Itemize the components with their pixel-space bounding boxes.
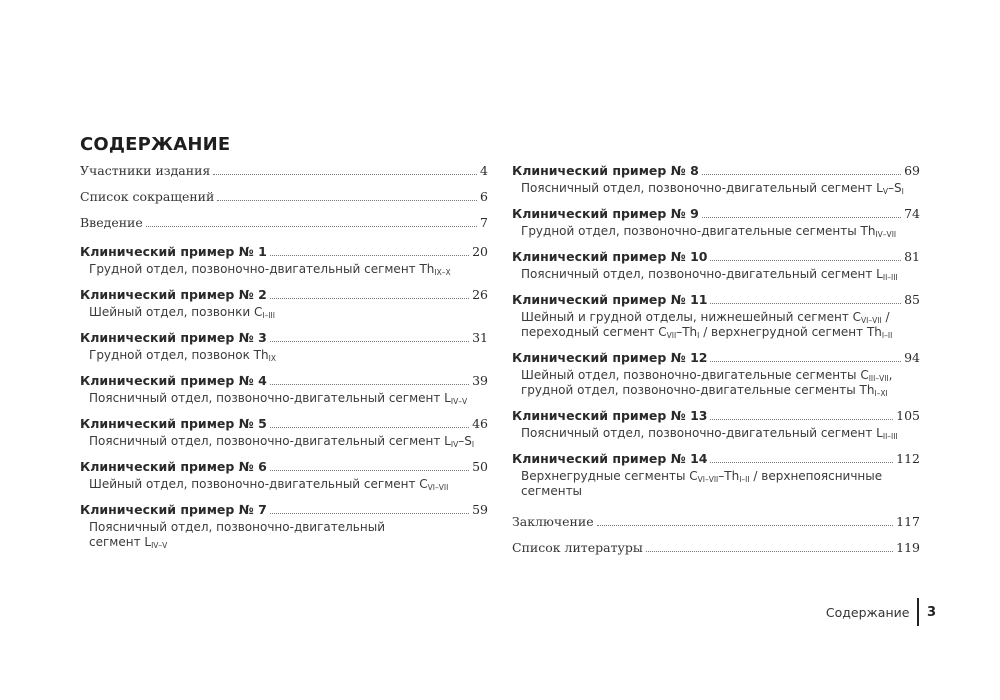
toc-label: Участники издания xyxy=(80,163,211,178)
toc-page: 117 xyxy=(896,514,920,529)
case-description: Поясничный отдел, позвоночно-двигательный сегмент $L_{IV-V}$ xyxy=(89,391,468,406)
toc-page: 59 xyxy=(472,502,488,517)
toc-page: 50 xyxy=(472,459,488,474)
leader-dots xyxy=(702,174,901,175)
leader-dots xyxy=(710,361,901,362)
toc-page: 6 xyxy=(480,189,488,204)
case-title: Клинический пример № 13 xyxy=(512,408,708,423)
footer-section-title: Содержание xyxy=(825,604,910,620)
case-title: Клинический пример № 1 xyxy=(80,244,267,259)
toc-entry-case-12[interactable] xyxy=(512,349,920,398)
leader-dots xyxy=(710,419,893,420)
toc-entry-references[interactable] xyxy=(512,539,920,556)
case-title: Клинический пример № 12 xyxy=(512,350,708,365)
case-title: Клинический пример № 2 xyxy=(80,287,267,302)
case-title: Клинический пример № 7 xyxy=(80,502,267,517)
toc-label: Список сокращений xyxy=(80,189,215,204)
toc-entry-case-13[interactable] xyxy=(512,407,920,441)
leader-dots xyxy=(146,226,477,227)
toc-entry-case-5[interactable] xyxy=(80,415,488,449)
case-description: Поясничный отдел, позвоночно-двигательный сегмент $L_{IV}-S_I$ xyxy=(89,434,475,449)
case-description: Поясничный отдел, позвоночно-двигательный сегмент $L_{II-III}$ xyxy=(521,426,898,441)
toc-page: 39 xyxy=(472,373,488,388)
case-description: Поясничный отдел, позвоночно-двигательный сегмент $L_V-S_I$ xyxy=(521,181,904,196)
toc-entry-case-2[interactable] xyxy=(80,286,488,320)
toc-label: Введение xyxy=(80,215,143,230)
toc-page: 74 xyxy=(904,206,920,221)
toc-page: 81 xyxy=(904,249,920,264)
case-description: Поясничный отдел, позвоночно-двигательный сегмент $L_{IV-V}$ xyxy=(89,520,385,550)
case-description: Верхнегрудные сегменты $C_{VI-VII}-Th_{I-II}$ / верхнепоясничные сегменты xyxy=(521,469,883,498)
toc-entry-case-8[interactable] xyxy=(512,162,920,196)
case-description: Грудной отдел, позвоночно-двигательный сегмент $Th_{IX-X}$ xyxy=(89,262,451,277)
leader-dots xyxy=(213,174,477,175)
toc-page: 112 xyxy=(896,451,920,466)
toc-entry-conclusion[interactable] xyxy=(512,513,920,530)
toc-page: 4 xyxy=(480,163,488,178)
case-title: Клинический пример № 14 xyxy=(512,451,708,466)
toc-entry-case-14[interactable] xyxy=(512,450,920,499)
toc-column-left xyxy=(80,162,488,559)
leader-dots xyxy=(270,427,469,428)
toc-page: 20 xyxy=(472,244,488,259)
case-description: Шейный отдел, позвоночно-двигательный сегмент $C_{VI-VII}$ xyxy=(89,477,449,492)
toc-page: 94 xyxy=(904,350,920,365)
case-description: Поясничный отдел, позвоночно-двигательный сегмент $L_{II-III}$ xyxy=(521,267,898,282)
case-description: Грудной отдел, позвонок $Th_{IX}$ xyxy=(89,348,276,363)
leader-dots xyxy=(597,525,894,526)
leader-dots xyxy=(270,341,469,342)
toc-column-right xyxy=(512,162,920,565)
toc-entry-case-4[interactable] xyxy=(80,372,488,406)
toc-page: 105 xyxy=(896,408,920,423)
leader-dots xyxy=(270,470,469,471)
leader-dots xyxy=(270,513,469,514)
case-description: Шейный отдел, позвонки $C_{I-III}$ xyxy=(89,305,275,320)
toc-entry-introduction[interactable] xyxy=(80,214,488,231)
toc-entry-case-9[interactable] xyxy=(512,205,920,239)
toc-page: 7 xyxy=(480,215,488,230)
leader-dots xyxy=(646,551,893,552)
leader-dots xyxy=(270,384,469,385)
toc-page: 69 xyxy=(904,163,920,178)
leader-dots xyxy=(270,255,469,256)
leader-dots xyxy=(710,462,893,463)
toc-page: 31 xyxy=(472,330,488,345)
toc-label: Список литературы xyxy=(512,540,643,555)
toc-page: 119 xyxy=(896,540,920,555)
toc-page: 26 xyxy=(472,287,488,302)
leader-dots xyxy=(217,200,477,201)
case-description: Шейный и грудной отделы, нижнешейный сегмент $C_{VI-VII}$ / переходный сегмент $C_{VII}-Th_I$ / верхнегрудной сегмент $Th_{I-II}$ xyxy=(521,310,893,340)
case-title: Клинический пример № 8 xyxy=(512,163,699,178)
case-title: Клинический пример № 6 xyxy=(80,459,267,474)
toc-entry-contributors[interactable] xyxy=(80,162,488,179)
toc-page: 85 xyxy=(904,292,920,307)
toc-entry-case-1[interactable] xyxy=(80,243,488,277)
page-number: 3 xyxy=(926,604,936,620)
toc-entry-abbreviations[interactable] xyxy=(80,188,488,205)
toc-entry-case-11[interactable] xyxy=(512,291,920,340)
case-title: Клинический пример № 3 xyxy=(80,330,267,345)
case-title: Клинический пример № 5 xyxy=(80,416,267,431)
leader-dots xyxy=(270,298,469,299)
case-title: Клинический пример № 11 xyxy=(512,292,708,307)
case-title: Клинический пример № 10 xyxy=(512,249,708,264)
toc-entry-case-3[interactable] xyxy=(80,329,488,363)
page-footer xyxy=(826,598,936,626)
toc-entry-case-6[interactable] xyxy=(80,458,488,492)
case-title: Клинический пример № 4 xyxy=(80,373,267,388)
case-description: Шейный отдел, позвоночно-двигательные сегменты $C_{III-VII}$, грудной отдел, позвоночно-двигательные сегменты $Th_{I-XI}$ xyxy=(521,368,893,398)
toc-entry-case-7[interactable] xyxy=(80,501,488,550)
toc-page: 46 xyxy=(472,416,488,431)
case-description: Грудной отдел, позвоночно-двигательные сегменты $Th_{IV-VII}$ xyxy=(521,224,897,239)
page-title: СОДЕРЖАНИЕ xyxy=(80,134,231,155)
leader-dots xyxy=(710,260,901,261)
case-title: Клинический пример № 9 xyxy=(512,206,699,221)
toc-entry-case-10[interactable] xyxy=(512,248,920,282)
leader-dots xyxy=(702,217,901,218)
leader-dots xyxy=(710,303,901,304)
toc-label: Заключение xyxy=(512,514,594,529)
